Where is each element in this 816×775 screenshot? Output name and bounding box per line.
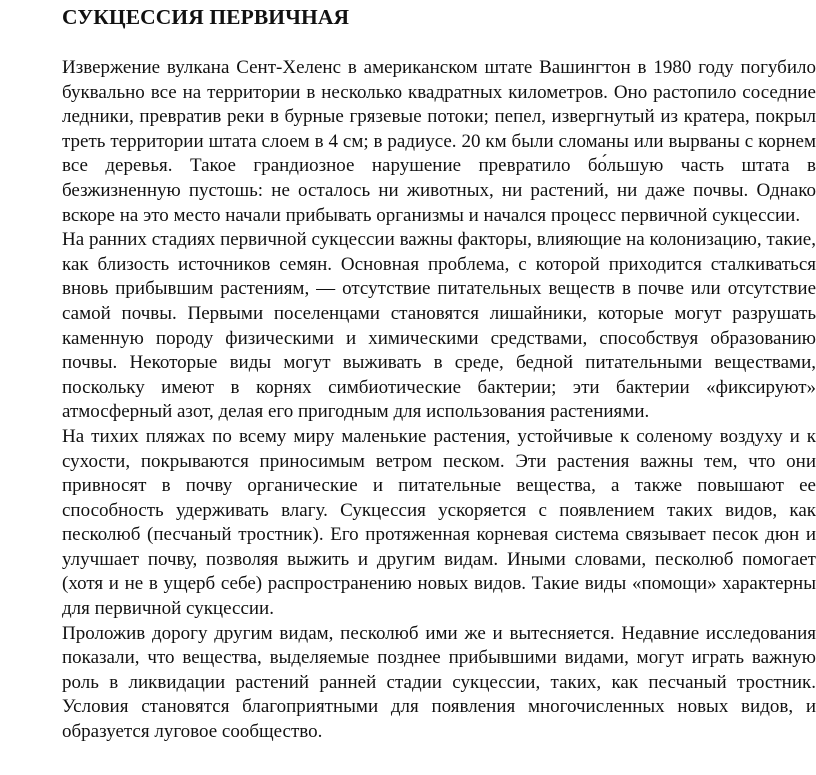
- paragraph-eruption: Извержение вулкана Сент-Хеленс в американском штате Вашингтон в 1980 году погубило буквально все на территории в несколько квадратных километров. Оно растопило соседние ледники, превратив реки в бурные грязевые потоки; пепел, извергнутый из кратера, покрыл треть территории штата слоем в 4 см; в радиусе. 20 км были сломаны или вырваны с корнем все деревья. Такое грандиозное нарушение превратило бо́льшую часть штата в безжизненную пустошь: не осталось ни животных, ни растений, ни даже почвы. Однако вскоре на это место начали прибывать организмы и начался процесс первичной сукцессии.: [62, 57, 816, 226]
- document-title: СУКЦЕССИЯ ПЕРВИЧНАЯ: [62, 5, 350, 29]
- document-page: [62, 0, 816, 775]
- document-body: [62, 56, 816, 745]
- paragraph-displacement: Проложив дорогу другим видам, песколюб ими же и вытесняется. Недавние исследования показали, что вещества, выделяемые позднее прибывшими видами, могут играть важную роль в ликвидации растений ранней стадии сукцессии, таких, как песчаный тростник. Условия становятся благоприятными для появления многочисленных новых видов, и образуется луговое сообщество.: [62, 622, 816, 743]
- paragraph-early-stages: На ранних стадиях первичной сукцессии важны факторы, влияющие на колонизацию, такие, как близость источников семян. Основная проблема, с которой приходится сталкиваться вновь прибывшим растениям, — отсутствие питательных веществ в почве или отсутствие самой почвы. Первыми поселенцами становятся лишайники, которые могут разрушать каменную породу физическими и химическими средствами, способствуя образованию почвы. Некоторые виды могут выживать в среде, бедной питательными веществами, поскольку имеют в корнях симбиотические бактерии; эти бактерии «фиксируют» атмосферный азот, делая его пригодным для использования растениями.: [62, 229, 816, 423]
- paragraph-beaches: На тихих пляжах по всему миру маленькие растения, устойчивые к соленому воздуху и к сухости, покрываются приносимым ветром песком. Эти растения важны тем, что они привносят в почву органические и питательные вещества, а также повышают ее способность удерживать влагу. Сукцессия ускоряется с появлением таких видов, как песколюб (песчаный тростник). Его протяженная корневая система связывает песок дюн и улучшает почву, позволяя выжить и другим видам. Иными словами, песколюб помогает (хотя и не в ущерб себе) распространению новых видов. Такие виды «помощи» характерны для первичной сукцессии.: [62, 425, 816, 620]
